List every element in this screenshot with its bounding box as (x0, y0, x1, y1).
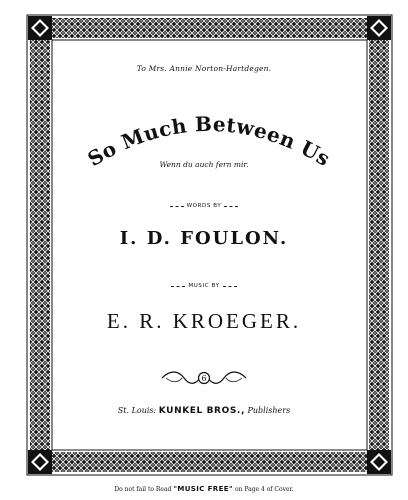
divider-dash-right (223, 286, 237, 287)
words-credit-label-row (0, 203, 408, 209)
publisher-city: St. Louis: (117, 406, 157, 415)
footer-text-after: on Page 4 of Cover. (234, 486, 294, 493)
divider-dash-right (224, 206, 238, 207)
divider-dash-left (170, 206, 184, 207)
composer-name: E. R. KROEGER. (106, 309, 302, 333)
footer-text-before: Do not fail to Read (114, 486, 172, 493)
footer-music-free: "MUSIC FREE" (173, 485, 234, 493)
lyricist-name: I. D. FOULON. (119, 228, 289, 249)
words-label: WORDS BY (186, 203, 222, 209)
music-label: MUSIC BY (188, 283, 220, 289)
publisher-name: KUNKEL BROS., (158, 406, 245, 416)
song-title-text: So Much Between Us (83, 111, 335, 172)
dedication: To Mrs. Annie Norton-Hartdegen. (136, 64, 272, 73)
price-ornament (160, 367, 248, 389)
corner-ornament-top-left (28, 16, 52, 40)
corner-ornament-bottom-right (367, 450, 391, 474)
corner-ornament-top-right (367, 16, 391, 40)
music-credit-label-row (0, 283, 408, 289)
corner-ornament-bottom-left (28, 450, 52, 474)
publisher-line (0, 406, 408, 416)
price-mark: 6 (201, 374, 207, 383)
divider-dash-left (171, 286, 185, 287)
publisher-role: Publishers (247, 406, 291, 415)
song-subtitle: Wenn du auch fern mir. (159, 160, 249, 169)
footer-note (0, 485, 408, 493)
